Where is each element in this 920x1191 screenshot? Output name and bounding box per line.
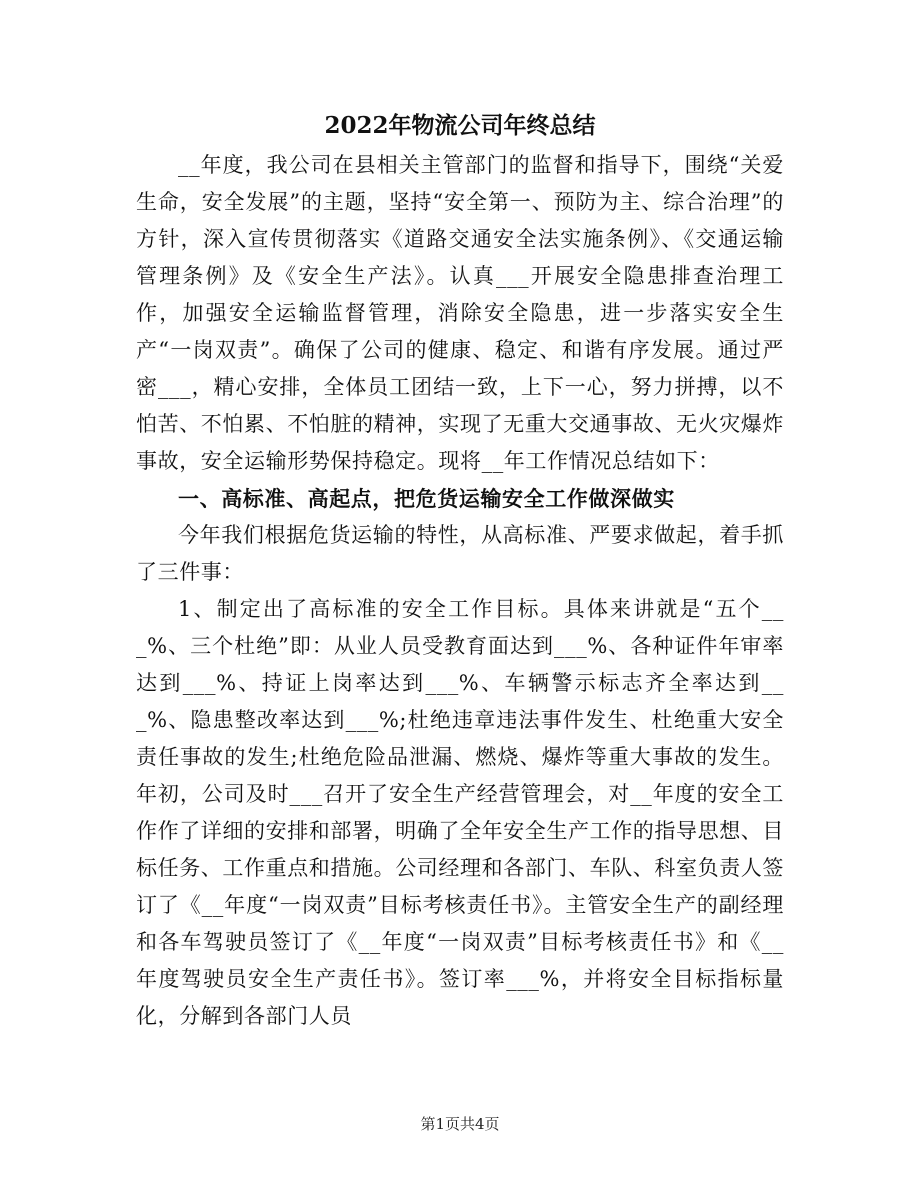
document-title: 2022年物流公司年终总结 [324, 112, 596, 139]
document-body [136, 147, 784, 1035]
paragraph-intro: __年度，我公司在县相关主管部门的监督和指导下，围绕“关爱生命，安全发展”的主题，坚持“安全第一、预防为主、综合治理”的方针，深入宣传贯彻落实《道路交通安全法实施条例》、《交通运输管理条例》及《安全生产法》。认真___开展安全隐患排查治理工作，加强安全运输监督管理，消除安全隐患，进一步落实安全生产“一岗双责”。确保了公司的健康、稳定、和谐有序发展。通过严密___，精心安排，全体员工团结一致，上下一心，努力拼搏，以不怕苦、不怕累、不怕脏的精神，实现了无重大交通事故、无火灾爆炸事故，安全运输形势保持稳定。现将__年工作情况总结如下： [136, 153, 784, 473]
paragraph-item-1: 1、制定出了高标准的安全工作目标。具体来讲就是“五个___%、三个杜绝”即：从业人员受教育面达到___%、各种证件年审率达到___%、持证上岗率达到___%、车辆警示标志齐全率达到___%、隐患整改率达到___%;杜绝违章违法事件发生、杜绝重大安全责任事故的发生;杜绝危险品泄漏、燃烧、爆炸等重大事故的发生。年初，公司及时___召开了安全生产经营管理会，对__年度的安全工作作了详细的安排和部署，明确了全年安全生产工作的指导思想、目标任务、工作重点和措施。公司经理和各部门、车队、科室负责人签订了《__年度“一岗双责”目标考核责任书》。主管安全生产的副经理和各车驾驶员签订了《__年度“一岗双责”目标考核责任书》和《__年度驾驶员安全生产责任书》。签订率___%，并将安全目标指标量化，分解到各部门人员 [136, 597, 784, 1028]
paragraph-section-1-intro: 今年我们根据危货运输的特性，从高标准、严要求做起，着手抓了三件事： [136, 523, 784, 584]
page-number: 第1页共4页 [420, 1115, 500, 1133]
section-heading-1: 一、高标准、高起点，把危货运输安全工作做深做实 [178, 486, 675, 511]
